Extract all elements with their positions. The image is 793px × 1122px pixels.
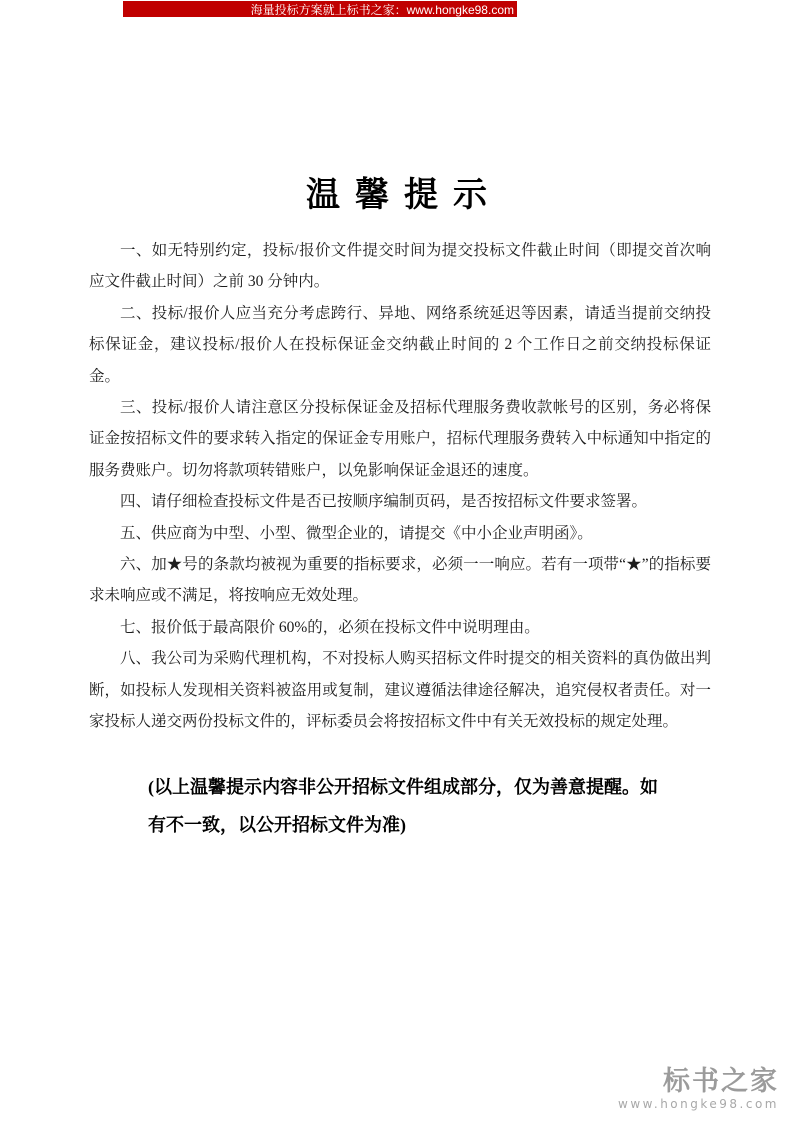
- paragraph: 八、我公司为采购代理机构，不对投标人购买招标文件时提交的相关资料的真伪做出判断，如投标人发现相关资料被盗用或复制，建议遵循法律途径解决，追究侵权者责任。对一家投标人递交两份投标文件的，评标委员会将按招标文件中有关无效投标的规定处理。: [89, 650, 711, 731]
- paragraph: 五、供应商为中型、小型、微型企业的，请提交《中小企业声明函》。: [120, 524, 593, 542]
- paragraph: 二、投标/报价人应当充分考虑跨行、异地、网络系统延迟等因素，请适当提前交纳投标保证金，建议投标/报价人在投标保证金交纳截止时间的 2 个工作日之前交纳投标保证金。: [89, 304, 711, 385]
- paragraph: 六、加★号的条款均被视为重要的指标要求，必须一一响应。若有一项带“★”的指标要求未响应或不满足，将按响应无效处理。: [89, 556, 711, 605]
- page-title: 温馨提示: [306, 177, 502, 214]
- watermark-url: www.hongke98.com: [618, 1097, 779, 1111]
- paragraph: 四、请仔细检查投标文件是否已按顺序编制页码，是否按招标文件要求签署。: [120, 493, 648, 511]
- watermark-logo: 标书之家: [663, 1066, 779, 1097]
- watermark: [618, 1068, 779, 1110]
- paragraph: 三、投标/报价人请注意区分投标保证金及招标代理服务费收款帐号的区别，务必将保证金按招标文件的要求转入指定的保证金专用账户，招标代理服务费转入中标通知中指定的服务费账户。切勿将款项转错账户，以免影响保证金退还的速度。: [89, 399, 711, 479]
- document-body: [89, 235, 711, 738]
- promo-banner: [123, 1, 517, 17]
- promo-banner-text: 海量投标方案就上标书之家：www.hongke98.com: [250, 3, 514, 17]
- paragraph: 七、报价低于最高限价 60%的，必须在投标文件中说明理由。: [120, 618, 540, 636]
- closing-note: (以上温馨提示内容非公开招标文件组成部分，仅为善意提醒。如有不一致，以公开招标文件为准): [148, 777, 658, 835]
- paragraph: 一、如无特别约定，投标/报价文件提交时间为提交投标文件截止时间（即提交首次响应文件截止时间）之前 30 分钟内。: [89, 242, 711, 291]
